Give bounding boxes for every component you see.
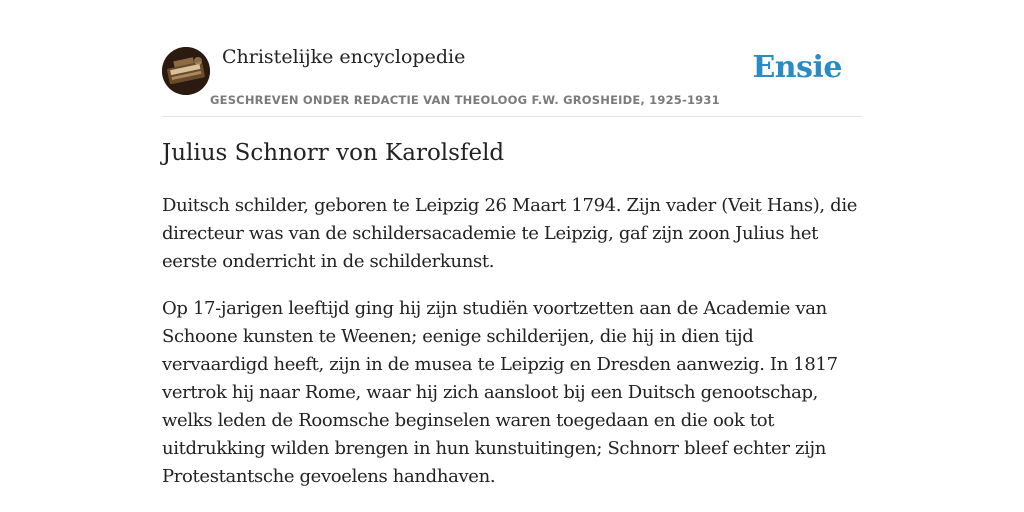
source-title[interactable]: Christelijke encyclopedie <box>222 46 466 68</box>
source-header <box>162 44 862 117</box>
source-subtitle: GESCHREVEN ONDER REDACTIE VAN THEOLOOG F.W. GROSHEIDE, 1925-1931 <box>210 93 720 107</box>
source-avatar[interactable] <box>162 47 210 95</box>
paragraph: Duitsch schilder, geboren te Leipzig 26 Maart 1794. Zijn vader (Veit Hans), die directeur was van de schildersacademie te Leipzig, gaf zijn zoon Julius het eerste onderricht in de schilderkunst. <box>162 195 858 272</box>
book-image-icon <box>162 47 210 95</box>
paragraph: Op 17-jarigen leeftijd ging hij zijn studiën voortzetten aan de Academie van Schoone kunsten te Weenen; eenige schilderijen, die hij in dien tijd vervaardigd heeft, zijn in de musea te Leipzig en Dresden aanwezig. In 1817 vertrok hij naar Rome, waar hij zich aansloot bij een Duitsch genootschap, welks leden de Roomsche beginselen waren toegedaan en die ook tot uitdrukking wilden brengen in hun kunstuitingen; Schnorr bleef echter zijn Protestantsche gevoelens handhaven. <box>162 298 838 487</box>
article-body <box>162 192 862 510</box>
article-title: Julius Schnorr von Karolsfeld <box>162 140 505 166</box>
brand-logo[interactable]: Ensie <box>752 50 842 85</box>
